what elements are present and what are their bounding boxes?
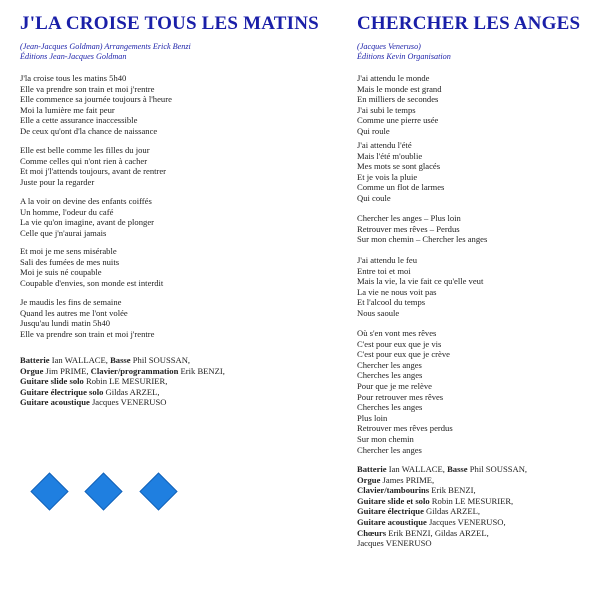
lyric-line: Elle commence sa journée toujours à l'heure	[20, 94, 172, 105]
lyric-line: Pour que je me relève	[357, 380, 432, 391]
lyric-line: Pour retrouver mes rêves	[357, 391, 444, 402]
diamond-icon	[30, 472, 68, 510]
diamond-icon	[84, 472, 122, 510]
lyric-line: Où s'en vont mes rêves	[357, 328, 437, 338]
song-credit-authors: (Jean-Jacques Goldman) Arrangements Erick Benzi	[20, 42, 191, 51]
song-credit-publisher: Éditions Jean-Jacques Goldman	[20, 52, 127, 61]
lyric-line: Mais la vie, la vie fait ce qu'elle veut	[357, 276, 484, 287]
lyric-line: La vie ne nous voit pas	[357, 286, 437, 297]
lyric-line: Entre toi et moi	[357, 265, 411, 276]
instrument-label: Guitare acoustique	[20, 397, 90, 408]
musician-credit-line	[357, 485, 527, 496]
lyric-line: Comme celles qui n'ont rien à cacher	[20, 155, 148, 166]
musician-name: James PRIME,	[380, 474, 435, 485]
lyric-line: Quand les autres me l'ont volée	[20, 307, 128, 318]
lyric-line: Elle va prendre son train et moi j'rentre	[20, 83, 155, 94]
lyric-line: C'est pour eux que je vis	[357, 338, 442, 349]
musician-credit-line	[357, 506, 527, 517]
lyric-line: Et l'alcool du temps	[357, 297, 426, 308]
lyric-line: Mais le monde est grand	[357, 83, 442, 94]
musician-name: Jacques VENERUSO	[357, 538, 432, 549]
musician-credit-line	[357, 538, 527, 549]
lyric-line: Sur mon chemin – Chercher les anges	[357, 234, 488, 245]
musician-credit-line	[20, 366, 225, 377]
lyric-line: Moi la lumière me fait peur	[20, 104, 115, 115]
lyric-line: Mes mots se sont glacés	[357, 161, 441, 172]
lyric-line: Qui coule	[357, 192, 391, 203]
musician-name: Erik BENZI, Gildas ARZEL,	[386, 527, 489, 538]
lyrics-stanza	[20, 196, 154, 238]
lyric-line: Comme un flot de larmes	[357, 182, 445, 193]
lyric-line: Chercher les anges	[357, 444, 422, 455]
lyric-line: Cherches les anges	[357, 370, 423, 381]
lyrics-stanza	[20, 246, 163, 288]
musician-name: Ian WALLACE,	[49, 355, 111, 365]
lyric-line: Elle a cette assurance inaccessible	[20, 115, 138, 126]
lyric-line: De ceux qu'ont d'la chance de naissance	[20, 125, 158, 136]
lyric-line: Je maudis les fins de semaine	[20, 297, 122, 307]
song-title: CHERCHER LES ANGES	[357, 13, 581, 34]
musician-name: Gildas ARZEL,	[103, 386, 160, 397]
lyrics-stanza	[357, 213, 487, 245]
lyric-line: Comme une pierre usée	[357, 115, 439, 126]
instrument-label: Guitare acoustique	[357, 516, 427, 527]
lyric-line: Chercher les anges	[357, 359, 422, 370]
instrument-label: Guitare électrique	[357, 506, 424, 517]
instrument-label: Orgue	[20, 365, 44, 376]
lyric-line: J'ai attendu le monde	[357, 73, 430, 83]
lyric-line: Chercher les anges – Plus loin	[357, 213, 461, 223]
lyric-line: J'ai attendu l'été	[357, 140, 412, 150]
lyric-line: La vie qu'on imagine, avant de plonger	[20, 217, 154, 228]
musician-credit-line	[20, 355, 225, 366]
instrument-label: Guitare slide et solo	[357, 495, 430, 506]
instrument-label: Guitare électrique solo	[20, 386, 104, 397]
musician-credit-line	[20, 387, 225, 398]
lyric-line: Mais l'été m'oublie	[357, 150, 423, 161]
lyrics-stanza	[20, 145, 166, 187]
instrument-label: Basse	[110, 355, 131, 365]
musician-name: Gildas ARZEL,	[423, 506, 481, 517]
musician-name: Robin LE MESURIER,	[83, 376, 168, 387]
lyric-line: Juste pour la regarder	[20, 176, 95, 187]
instrument-label: Batterie	[20, 355, 50, 365]
lyric-line: Nous saoule	[357, 307, 400, 318]
lyrics-stanza	[357, 73, 442, 137]
lyric-line: C'est pour eux que je crève	[357, 349, 450, 360]
musician-name: Jacques VENERUSO,	[426, 516, 506, 527]
lyric-line: Plus loin	[357, 412, 388, 423]
lyric-line: Sur mon chemin	[357, 433, 414, 444]
lyrics-stanza	[20, 297, 154, 339]
musician-name: Jacques VENERUSO	[89, 397, 167, 408]
lyric-line: A la voir on devine des enfants coiffés	[20, 196, 152, 206]
lyric-line: Et moi j'l'attends toujours, avant de rentrer	[20, 166, 167, 177]
instrument-label: Basse	[447, 464, 468, 474]
musician-name: Jim PRIME,	[43, 365, 91, 376]
musician-name: Erik BENZI,	[429, 485, 476, 496]
lyric-line: J'ai attendu le feu	[357, 255, 418, 265]
musician-name: Phil SOUSSAN,	[130, 355, 191, 365]
lyric-line: Celle que j'n'aurai jamais	[20, 227, 107, 238]
lyric-line: Elle est belle comme les filles du jour	[20, 145, 150, 155]
instrument-label: Clavier/programmation	[90, 365, 179, 376]
song-credit-publisher: Éditions Kevin Organisation	[357, 52, 451, 61]
lyric-line: J'ai subi le temps	[357, 104, 416, 115]
musician-credit-line	[357, 475, 527, 486]
decorative-diamonds	[32, 478, 232, 518]
lyrics-stanza	[20, 73, 172, 137]
lyric-line: Un homme, l'odeur du café	[20, 206, 114, 217]
lyrics-stanza	[357, 255, 483, 319]
instrument-label: Clavier/tambourins	[357, 485, 430, 496]
lyric-line: Jusqu'au lundi matin 5h40	[20, 318, 111, 329]
song-credit-authors: (Jacques Veneruso)	[357, 42, 421, 51]
musician-credit-line	[357, 528, 527, 539]
musician-name: Phil SOUSSAN,	[467, 464, 528, 474]
lyric-line: Elle va prendre son train et moi j'rentre	[20, 328, 155, 339]
lyrics-stanza	[357, 140, 444, 204]
lyric-line: Et je vois la pluie	[357, 171, 418, 182]
musician-credit-line	[20, 397, 225, 408]
lyric-line: Qui roule	[357, 125, 390, 136]
musician-credit-line	[20, 376, 225, 387]
lyric-line: Et moi je me sens misérable	[20, 246, 117, 256]
musician-name: Ian WALLACE,	[386, 464, 448, 474]
instrument-label: Guitare slide solo	[20, 376, 84, 387]
instrument-label: Chœurs	[357, 527, 387, 538]
lyric-line: Retrouver mes rêves – Perdus	[357, 223, 460, 234]
musician-credit-line	[357, 496, 527, 507]
instrument-label: Orgue	[357, 474, 381, 485]
musician-credit-line	[357, 517, 527, 528]
song-title: J'LA CROISE TOUS LES MATINS	[20, 13, 319, 34]
lyric-line: Coupable d'envies, son monde est interdit	[20, 277, 164, 288]
lyric-line: Cherches les anges	[357, 402, 423, 413]
musician-name: Erik BENZI,	[178, 365, 225, 376]
lyric-line: Retrouver mes rêves perdus	[357, 423, 453, 434]
musician-name: Robin LE MESURIER,	[429, 495, 514, 506]
lyric-line: Moi je suis né coupable	[20, 267, 102, 278]
lyric-line: J'la croise tous les matins 5h40	[20, 73, 127, 83]
musician-credit-line	[357, 464, 527, 475]
instrument-label: Batterie	[357, 464, 387, 474]
lyrics-stanza	[357, 328, 453, 455]
diamond-icon	[139, 472, 177, 510]
lyric-line: Sali des fumées de mes nuits	[20, 256, 120, 267]
lyric-line: En milliers de secondes	[357, 94, 439, 105]
